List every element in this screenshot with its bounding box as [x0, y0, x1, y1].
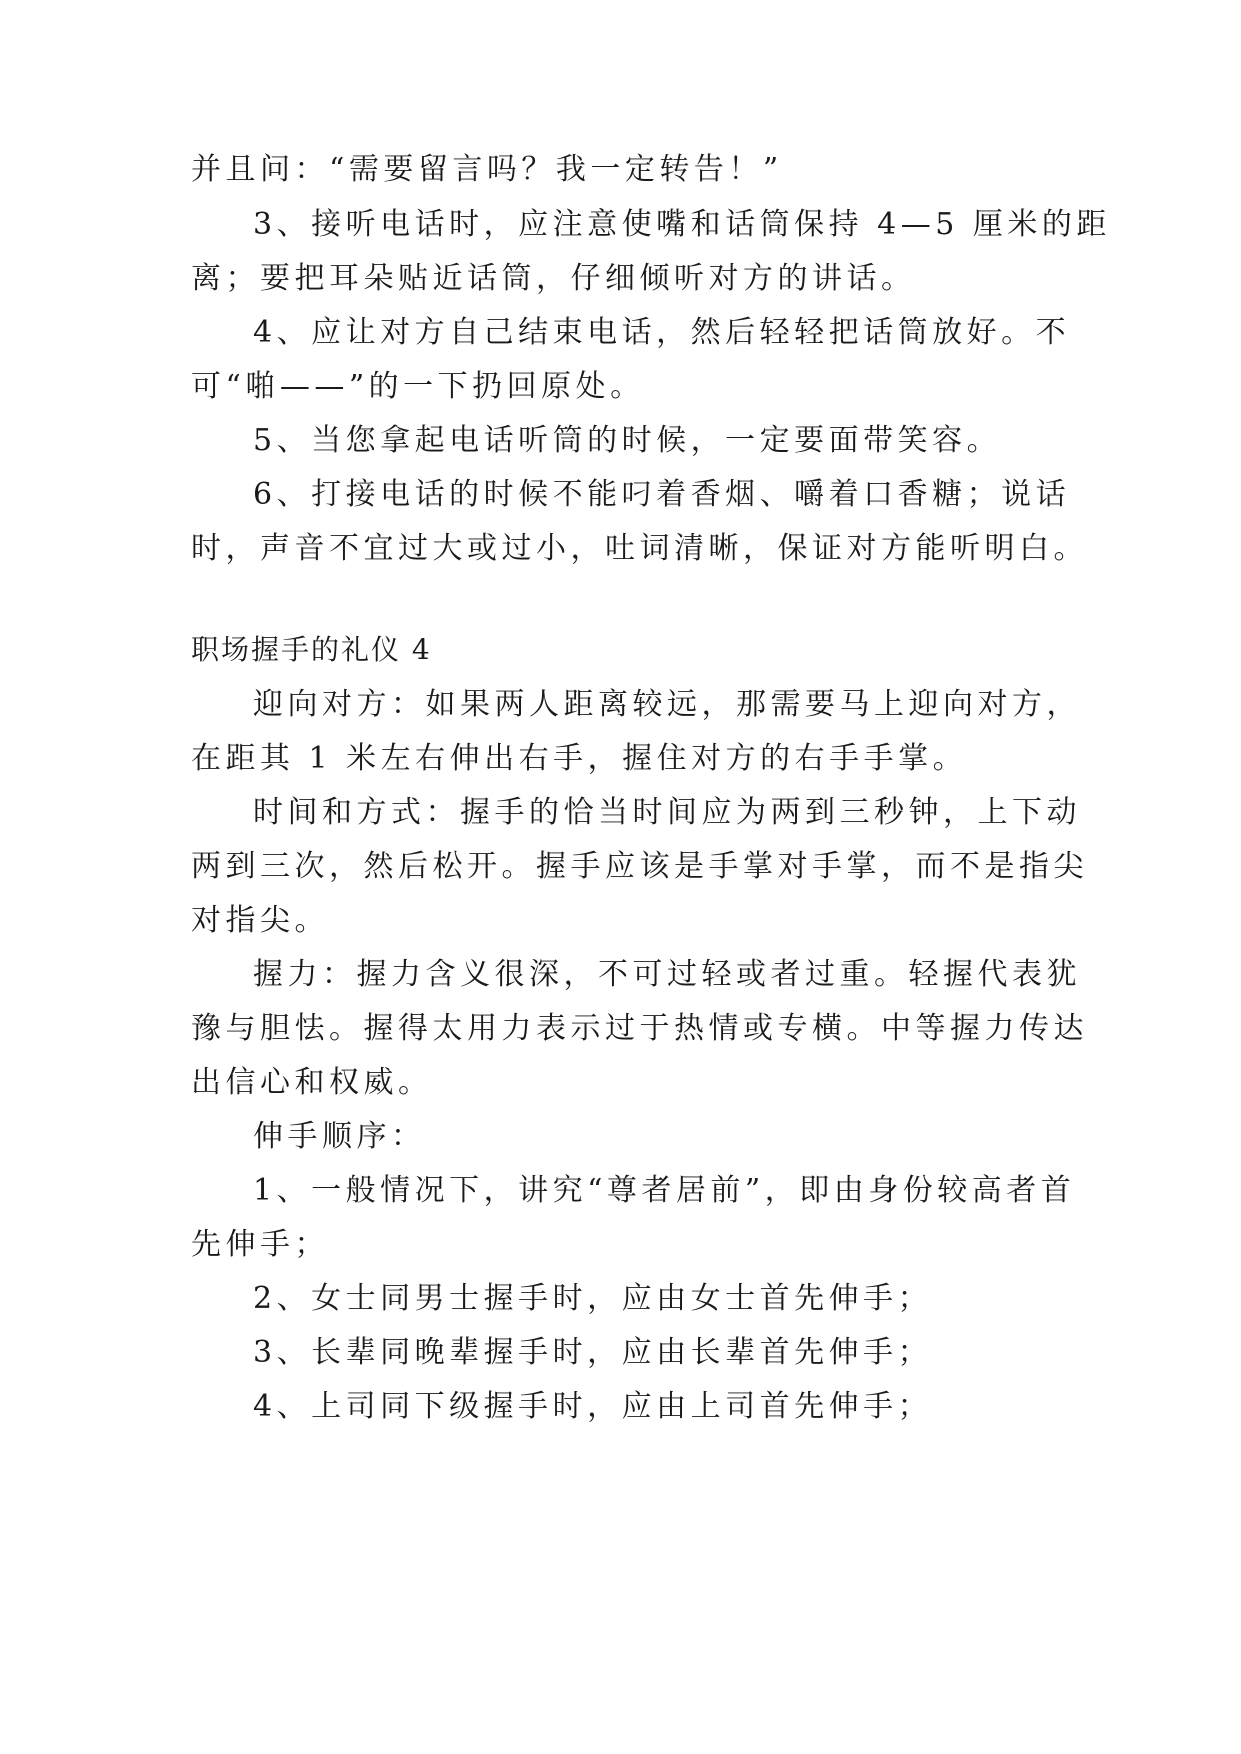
text-line: 2、女士同男士握手时，应由女士首先伸手； [253, 1281, 933, 1316]
text-line: 3、长辈同晚辈握手时，应由长辈首先伸手； [253, 1335, 933, 1370]
text-line: 时间和方式：握手的恰当时间应为两到三秒钟，上下动 [253, 795, 1081, 830]
section-heading: 职场握手的礼仪 4 [191, 633, 432, 666]
text-line: 先伸手； [191, 1227, 329, 1262]
text-line: 4、上司同下级握手时，应由上司首先伸手； [253, 1389, 933, 1424]
text-line: 可“啪——”的一下扔回原处。 [191, 369, 645, 404]
text-line: 在距其 1 米左右伸出右手，握住对方的右手手掌。 [191, 741, 968, 776]
text-line: 6、打接电话的时候不能叼着香烟、嚼着口香糖；说话 [253, 477, 1071, 512]
text-line: 离；要把耳朵贴近话筒，仔细倾听对方的讲话。 [191, 261, 916, 296]
text-line: 1、一般情况下，讲究“尊者居前”，即由身份较高者首 [253, 1173, 1076, 1208]
text-line: 两到三次，然后松开。握手应该是手掌对手掌，而不是指尖 [191, 849, 1088, 884]
text-line: 3、接听电话时，应注意使嘴和话筒保持 4—5 厘米的距 [253, 207, 1111, 242]
text-line: 豫与胆怯。握得太用力表示过于热情或专横。中等握力传达 [191, 1011, 1088, 1046]
text-line: 握力：握力含义很深，不可过轻或者过重。轻握代表犹 [253, 957, 1081, 992]
text-line: 4、应让对方自己结束电话，然后轻轻把话筒放好。不 [253, 315, 1071, 350]
text-line: 迎向对方：如果两人距离较远，那需要马上迎向对方， [253, 687, 1081, 722]
text-line: 出信心和权威。 [191, 1065, 433, 1100]
text-line: 并且问：“需要留言吗？我一定转告！” [191, 152, 783, 187]
text-line: 对指尖。 [191, 903, 329, 938]
text-line: 时，声音不宜过大或过小，吐词清晰，保证对方能听明白。 [191, 531, 1088, 566]
text-line: 5、当您拿起电话听筒的时候，一定要面带笑容。 [253, 423, 1002, 458]
text-line: 伸手顺序： [253, 1119, 426, 1154]
